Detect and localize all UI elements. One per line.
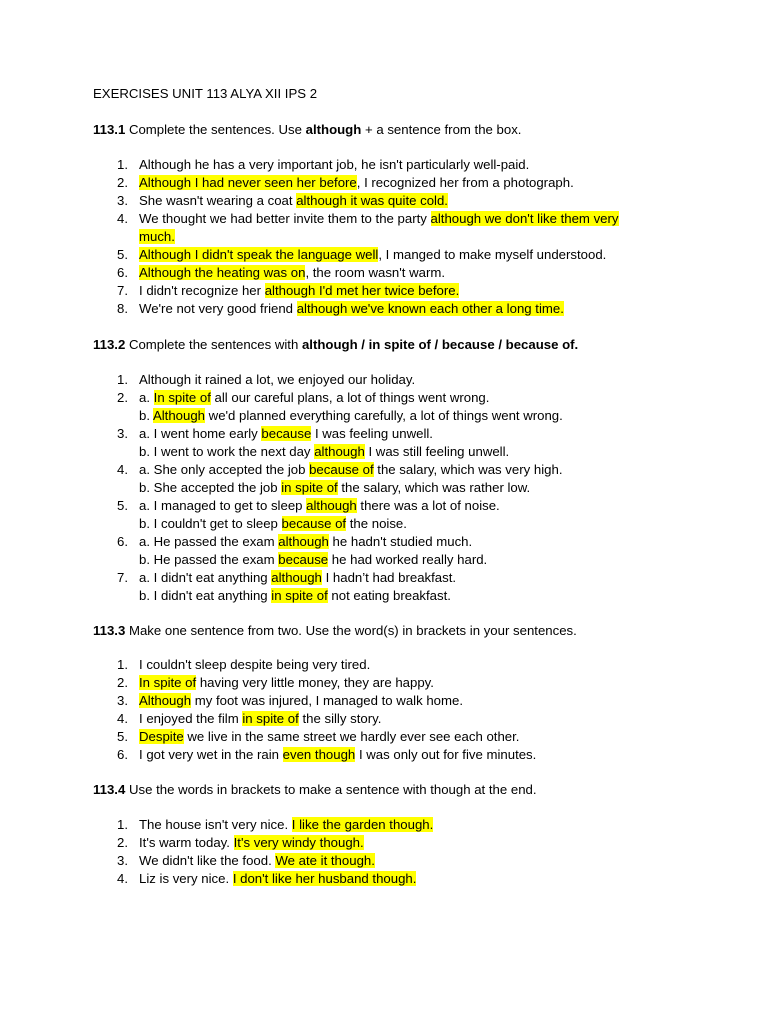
answer-item: [93, 389, 693, 425]
highlighted-answer: I don't like her husband though.: [232, 871, 417, 886]
sentence-line: [139, 533, 693, 551]
item-number: 2.: [117, 175, 128, 190]
sentence-line: [139, 587, 693, 605]
highlighted-answer: because of: [309, 462, 374, 477]
sentence-line: [139, 156, 693, 174]
sentence-line: [139, 264, 693, 282]
answer-item: [93, 192, 693, 210]
sentence-line: [139, 497, 693, 515]
answer-item: [93, 569, 693, 605]
highlighted-answer: although: [306, 498, 357, 513]
answer-item: [93, 264, 693, 282]
sentence-text: a. I managed to get to sleep: [139, 498, 307, 513]
sentence-text: b. I went to work the next day: [139, 444, 315, 459]
item-number: 7.: [117, 283, 128, 298]
exercise-heading-113-2: [93, 336, 578, 354]
sentence-line: [139, 371, 693, 389]
answer-item: [93, 533, 693, 569]
sentence-text: b.: [139, 408, 153, 423]
sentence-text: the salary, which was rather low.: [337, 480, 531, 495]
answer-item: [93, 834, 693, 852]
sentence-text: I got very wet in the rain: [139, 747, 283, 762]
highlighted-answer: Although: [139, 693, 192, 708]
item-number: 2.: [117, 675, 128, 690]
sentence-line: [139, 569, 693, 587]
answer-list-113-1: [93, 156, 693, 318]
sentence-line: [139, 228, 693, 246]
answer-item: [93, 728, 693, 746]
sentence-text: We thought we had better invite them to the party: [139, 211, 431, 226]
highlighted-answer: I like the garden though.: [291, 817, 434, 832]
answer-list-113-3: [93, 656, 693, 764]
sentence-text: there was a lot of noise.: [356, 498, 500, 513]
item-number: 6.: [117, 534, 128, 549]
sentence-text: a.: [139, 390, 154, 405]
exercise-number: 113.2: [93, 337, 126, 352]
sentence-text: Although it rained a lot, we enjoyed our holiday.: [139, 372, 416, 387]
item-number: 5.: [117, 729, 128, 744]
answer-item: [93, 656, 693, 674]
item-number: 2.: [117, 835, 128, 850]
sentence-text: We didn't like the food.: [139, 853, 276, 868]
highlighted-answer: It's very windy though.: [233, 835, 364, 850]
sentence-line: [139, 656, 693, 674]
highlighted-answer: even though: [282, 747, 356, 762]
sentence-text: The house isn't very nice.: [139, 817, 292, 832]
item-number: 4.: [117, 711, 128, 726]
sentence-text: we'd planned everything carefully, a lot of things went wrong.: [205, 408, 563, 423]
item-number: 7.: [117, 570, 128, 585]
answer-item: [93, 156, 693, 174]
highlighted-answer: although: [271, 570, 322, 585]
item-number: 6.: [117, 265, 128, 280]
answer-item: [93, 692, 693, 710]
sentence-text: my foot was injured, I managed to walk home.: [191, 693, 464, 708]
exercise-heading-113-4: [93, 781, 537, 799]
answer-item: [93, 852, 693, 870]
sentence-text: , I manged to make myself understood.: [378, 247, 607, 262]
sentence-text: the salary, which was very high.: [373, 462, 563, 477]
sentence-text: the silly story.: [298, 711, 382, 726]
sentence-line: [139, 443, 693, 461]
answer-item: [93, 461, 693, 497]
sentence-line: [139, 461, 693, 479]
sentence-line: [139, 407, 693, 425]
sentence-line: [139, 282, 693, 300]
sentence-line: [139, 674, 693, 692]
instruction-text: Complete the sentences with: [128, 337, 302, 352]
sentence-text: b. She accepted the job: [139, 480, 282, 495]
item-number: 5.: [117, 247, 128, 262]
sentence-text: I hadn’t had breakfast.: [321, 570, 457, 585]
answer-item: [93, 870, 693, 888]
highlighted-answer: in spite of: [281, 480, 338, 495]
sentence-text: Liz is very nice.: [139, 871, 233, 886]
exercise-heading-113-3: [93, 622, 577, 640]
item-number: 8.: [117, 301, 128, 316]
sentence-text: Although he has a very important job, he isn't particularly well-paid.: [139, 157, 530, 172]
sentence-text: he had worked really hard.: [328, 552, 488, 567]
sentence-line: [139, 816, 693, 834]
highlighted-answer: Although the heating was on: [139, 265, 306, 280]
sentence-line: [139, 425, 693, 443]
sentence-text: a. I didn't eat anything: [139, 570, 272, 585]
highlighted-answer: Although I didn't speak the language well: [139, 247, 379, 262]
sentence-line: [139, 728, 693, 746]
highlighted-answer: in spite of: [271, 588, 328, 603]
highlighted-answer: Although: [152, 408, 205, 423]
highlighted-answer: in spite of: [242, 711, 299, 726]
instruction-keyword: although / in spite of / because / because of.: [301, 337, 579, 352]
sentence-line: [139, 246, 693, 264]
answer-item: [93, 300, 693, 318]
instruction-text: Use the words in brackets to make a sentence with though at the end.: [128, 782, 537, 797]
sentence-text: We're not very good friend: [139, 301, 297, 316]
highlighted-answer: although we've known each other a long time.: [296, 301, 564, 316]
answer-item: [93, 710, 693, 728]
item-number: 3.: [117, 193, 128, 208]
sentence-text: not eating breakfast.: [327, 588, 451, 603]
answer-item: [93, 371, 693, 389]
sentence-line: [139, 192, 693, 210]
sentence-line: [139, 300, 693, 318]
sentence-text: I was feeling unwell.: [311, 426, 433, 441]
sentence-text: we live in the same street we hardly ever see each other.: [183, 729, 520, 744]
highlighted-answer: We ate it though.: [275, 853, 375, 868]
sentence-text: a. He passed the exam: [139, 534, 279, 549]
item-number: 6.: [117, 747, 128, 762]
sentence-line: [139, 210, 693, 228]
sentence-text: I enjoyed the film: [139, 711, 243, 726]
highlighted-answer: Despite: [139, 729, 184, 744]
sentence-text: having very little money, they are happy.: [196, 675, 434, 690]
answer-item: [93, 746, 693, 764]
item-number: 3.: [117, 853, 128, 868]
answer-item: [93, 174, 693, 192]
item-number: 1.: [117, 157, 128, 172]
highlighted-answer: although I'd met her twice before.: [264, 283, 460, 298]
sentence-line: [139, 710, 693, 728]
item-number: 4.: [117, 871, 128, 886]
item-number: 3.: [117, 426, 128, 441]
sentence-line: [139, 389, 693, 407]
highlighted-answer: although we don't like them very: [430, 211, 619, 226]
answer-item: [93, 246, 693, 264]
sentence-text: he hadn't studied much.: [328, 534, 473, 549]
answer-item: [93, 425, 693, 461]
answer-item: [93, 210, 693, 246]
sentence-text: I didn't recognize her: [139, 283, 265, 298]
document-title: EXERCISES UNIT 113 ALYA XII IPS 2: [93, 86, 318, 101]
instruction-text-end: + a sentence from the box.: [361, 122, 522, 137]
answer-list-113-4: [93, 816, 693, 888]
sentence-line: [139, 515, 693, 533]
sentence-text: I couldn't sleep despite being very tired.: [139, 657, 371, 672]
sentence-line: [139, 870, 693, 888]
item-number: 1.: [117, 817, 128, 832]
answer-list-113-2: [93, 371, 693, 605]
exercise-number: 113.4: [93, 782, 126, 797]
item-number: 3.: [117, 693, 128, 708]
sentence-line: [139, 479, 693, 497]
sentence-line: [139, 852, 693, 870]
item-number: 4.: [117, 462, 128, 477]
item-number: 4.: [117, 211, 128, 226]
sentence-text: a. I went home early: [139, 426, 262, 441]
item-number: 2.: [117, 390, 128, 405]
highlighted-answer: because of: [281, 516, 347, 531]
answer-item: [93, 497, 693, 533]
highlighted-answer: because: [278, 552, 329, 567]
answer-item: [93, 816, 693, 834]
item-number: 1.: [117, 372, 128, 387]
sentence-line: [139, 551, 693, 569]
instruction-keyword: although: [305, 122, 362, 137]
highlighted-answer: although: [278, 534, 329, 549]
exercise-number: 113.1: [93, 122, 126, 137]
sentence-text: b. I couldn't get to sleep: [139, 516, 282, 531]
sentence-text: , I recognized her from a photograph.: [356, 175, 574, 190]
item-number: 5.: [117, 498, 128, 513]
highlighted-answer: because: [261, 426, 312, 441]
highlighted-answer: In spite of: [139, 675, 197, 690]
highlighted-answer: although it was quite cold.: [296, 193, 448, 208]
sentence-text: It's warm today.: [139, 835, 234, 850]
highlighted-answer: In spite of: [153, 390, 211, 405]
sentence-text: the noise.: [346, 516, 407, 531]
highlighted-answer: much.: [139, 229, 175, 244]
answer-item: [93, 674, 693, 692]
highlighted-answer: Although I had never seen her before: [139, 175, 357, 190]
instruction-text: Complete the sentences. Use: [128, 122, 306, 137]
instruction-text: Make one sentence from two. Use the word(s) in brackets in your sentences.: [128, 623, 577, 638]
sentence-line: [139, 692, 693, 710]
item-number: 1.: [117, 657, 128, 672]
sentence-text: all our careful plans, a lot of things went wrong.: [210, 390, 490, 405]
sentence-text: b. I didn't eat anything: [139, 588, 272, 603]
sentence-text: I was still feeling unwell.: [364, 444, 510, 459]
answer-item: [93, 282, 693, 300]
sentence-text: a. She only accepted the job: [139, 462, 310, 477]
highlighted-answer: although: [314, 444, 365, 459]
sentence-line: [139, 174, 693, 192]
exercise-number: 113.3: [93, 623, 126, 638]
exercise-heading-113-1: [93, 121, 521, 139]
sentence-text: She wasn't wearing a coat: [139, 193, 297, 208]
sentence-text: , the room wasn't warm.: [305, 265, 446, 280]
sentence-text: b. He passed the exam: [139, 552, 279, 567]
sentence-line: [139, 834, 693, 852]
sentence-text: I was only out for five minutes.: [355, 747, 537, 762]
sentence-line: [139, 746, 693, 764]
